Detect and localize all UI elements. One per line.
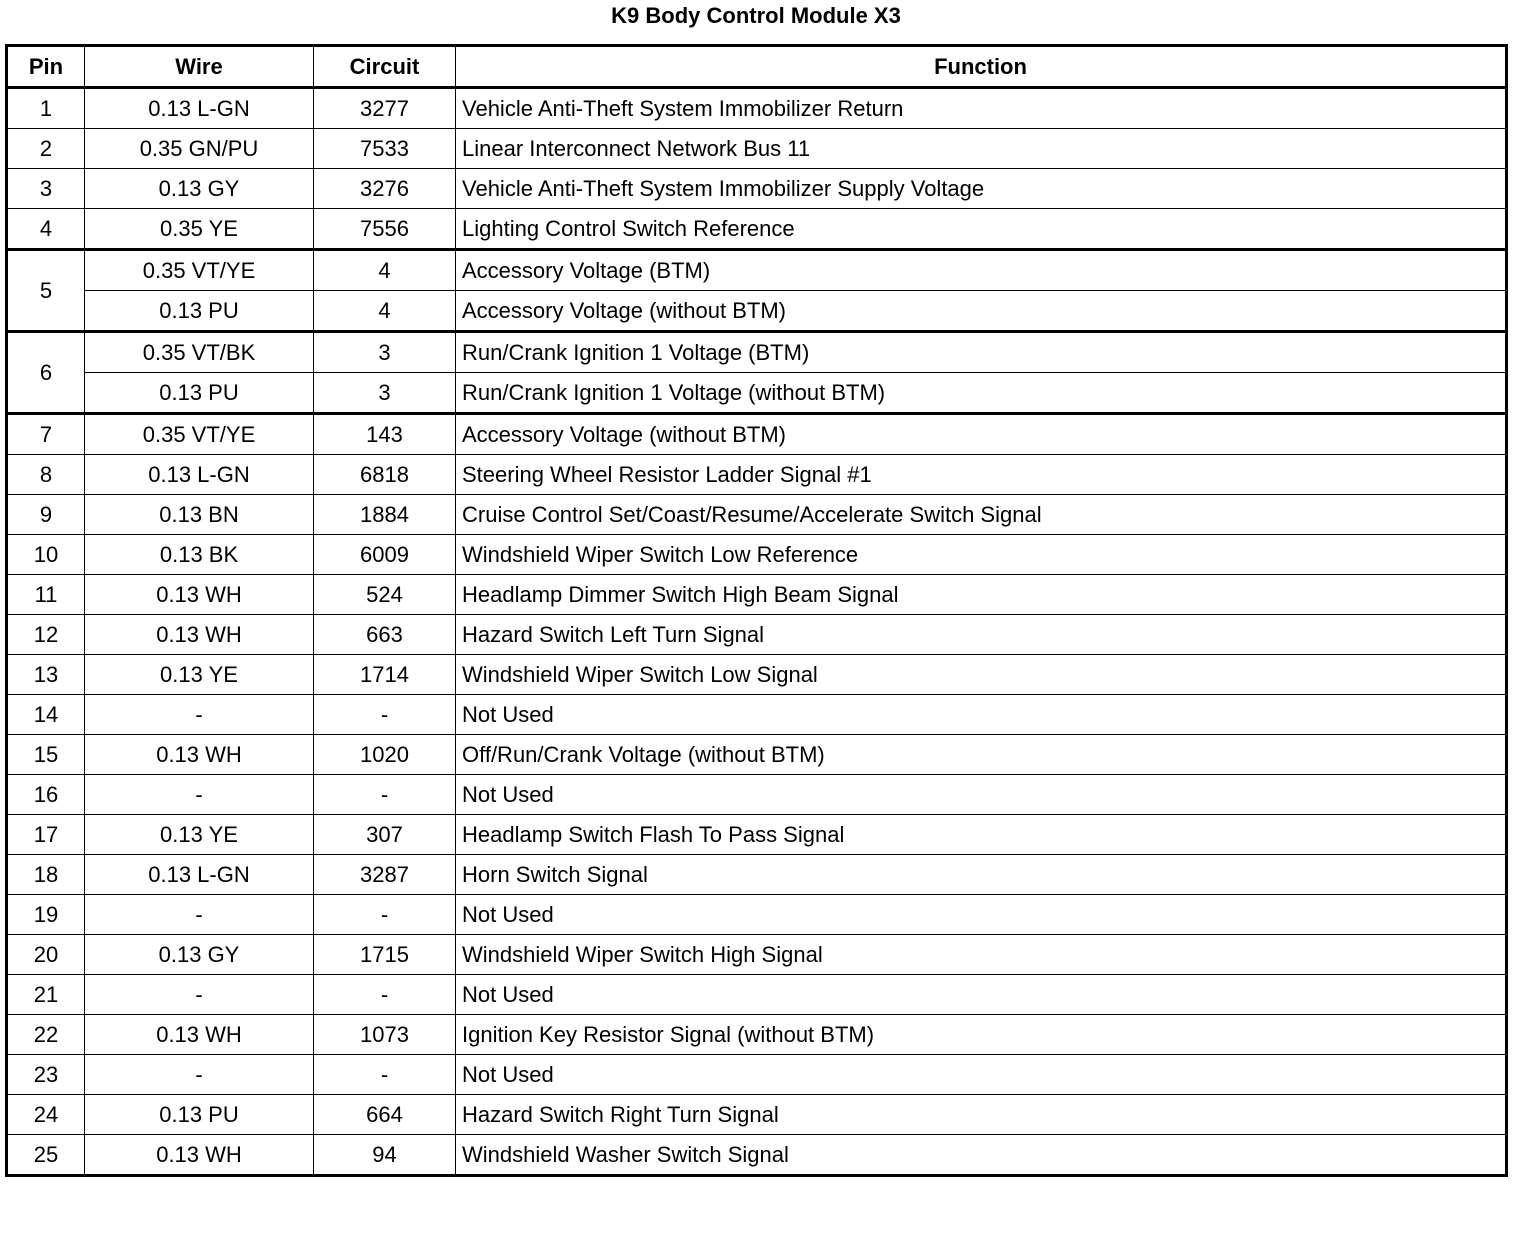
table-row: [7, 373, 1507, 414]
function-cell: Steering Wheel Resistor Ladder Signal #1: [456, 455, 1507, 495]
circuit-cell: 663: [314, 615, 456, 655]
wire-cell: 0.13 PU: [85, 291, 314, 332]
circuit-cell: -: [314, 975, 456, 1015]
wire-cell: 0.13 WH: [85, 735, 314, 775]
table-row: [7, 1055, 1507, 1095]
pin-cell: 10: [7, 535, 85, 575]
table-row: [7, 695, 1507, 735]
circuit-cell: 6818: [314, 455, 456, 495]
pin-cell: 1: [7, 88, 85, 129]
function-cell: Windshield Wiper Switch Low Signal: [456, 655, 1507, 695]
table-row: [7, 615, 1507, 655]
header-row: [7, 46, 1507, 88]
pin-cell: 4: [7, 209, 85, 250]
table-row: [7, 655, 1507, 695]
circuit-cell: -: [314, 775, 456, 815]
table-title: K9 Body Control Module X3: [611, 3, 901, 28]
wire-cell: -: [85, 895, 314, 935]
circuit-cell: -: [314, 895, 456, 935]
pin-cell: 13: [7, 655, 85, 695]
pin-cell: 18: [7, 855, 85, 895]
function-cell: Lighting Control Switch Reference: [456, 209, 1507, 250]
circuit-cell: 1884: [314, 495, 456, 535]
function-cell: Vehicle Anti-Theft System Immobilizer Supply Voltage: [456, 169, 1507, 209]
wire-cell: 0.13 BN: [85, 495, 314, 535]
circuit-cell: 4: [314, 291, 456, 332]
function-cell: Accessory Voltage (BTM): [456, 250, 1507, 291]
function-cell: Cruise Control Set/Coast/Resume/Accelerate Switch Signal: [456, 495, 1507, 535]
table-row: [7, 895, 1507, 935]
function-cell: Not Used: [456, 775, 1507, 815]
circuit-cell: 6009: [314, 535, 456, 575]
function-cell: Off/Run/Crank Voltage (without BTM): [456, 735, 1507, 775]
table-row: [7, 975, 1507, 1015]
table-row: [7, 169, 1507, 209]
pin-cell: 23: [7, 1055, 85, 1095]
function-cell: Hazard Switch Left Turn Signal: [456, 615, 1507, 655]
wire-cell: 0.35 VT/BK: [85, 332, 314, 373]
pin-cell: 7: [7, 414, 85, 455]
circuit-cell: 664: [314, 1095, 456, 1135]
wire-cell: 0.13 WH: [85, 615, 314, 655]
pin-cell: 15: [7, 735, 85, 775]
circuit-cell: -: [314, 695, 456, 735]
function-cell: Hazard Switch Right Turn Signal: [456, 1095, 1507, 1135]
circuit-cell: 1020: [314, 735, 456, 775]
pin-cell: 2: [7, 129, 85, 169]
table-row: [7, 815, 1507, 855]
pin-cell: 20: [7, 935, 85, 975]
table-row: [7, 1135, 1507, 1176]
circuit-cell: 3287: [314, 855, 456, 895]
function-cell: Horn Switch Signal: [456, 855, 1507, 895]
circuit-cell: 3277: [314, 88, 456, 129]
function-cell: Headlamp Dimmer Switch High Beam Signal: [456, 575, 1507, 615]
circuit-cell: 3: [314, 332, 456, 373]
circuit-cell: 1715: [314, 935, 456, 975]
table-row: [7, 495, 1507, 535]
circuit-cell: 307: [314, 815, 456, 855]
wire-cell: 0.13 L-GN: [85, 88, 314, 129]
circuit-cell: 524: [314, 575, 456, 615]
circuit-cell: 7556: [314, 209, 456, 250]
wire-cell: 0.13 L-GN: [85, 855, 314, 895]
wire-cell: 0.13 GY: [85, 935, 314, 975]
table-row: [7, 129, 1507, 169]
circuit-cell: 3: [314, 373, 456, 414]
table-row: [7, 935, 1507, 975]
table-row: [7, 455, 1507, 495]
wire-cell: 0.13 YE: [85, 655, 314, 695]
pin-cell: 17: [7, 815, 85, 855]
pin-cell: 21: [7, 975, 85, 1015]
header-circuit: Circuit: [314, 46, 456, 88]
wire-cell: 0.13 WH: [85, 575, 314, 615]
circuit-cell: 4: [314, 250, 456, 291]
wire-cell: 0.13 YE: [85, 815, 314, 855]
table-row: [7, 88, 1507, 129]
table-row: [7, 535, 1507, 575]
pin-cell: 24: [7, 1095, 85, 1135]
table-row: [7, 1015, 1507, 1055]
wire-cell: 0.13 WH: [85, 1135, 314, 1176]
circuit-cell: 143: [314, 414, 456, 455]
pin-cell: 6: [7, 332, 85, 414]
function-cell: Run/Crank Ignition 1 Voltage (BTM): [456, 332, 1507, 373]
wire-cell: 0.35 YE: [85, 209, 314, 250]
table-row: [7, 332, 1507, 373]
wire-cell: 0.13 WH: [85, 1015, 314, 1055]
table-row: [7, 250, 1507, 291]
function-cell: Windshield Wiper Switch High Signal: [456, 935, 1507, 975]
pin-cell: 19: [7, 895, 85, 935]
function-cell: Ignition Key Resistor Signal (without BTM): [456, 1015, 1507, 1055]
circuit-cell: 3276: [314, 169, 456, 209]
table-row: [7, 855, 1507, 895]
wire-cell: -: [85, 775, 314, 815]
function-cell: Not Used: [456, 695, 1507, 735]
wire-cell: -: [85, 1055, 314, 1095]
circuit-cell: 1714: [314, 655, 456, 695]
wire-cell: 0.13 GY: [85, 169, 314, 209]
wire-cell: -: [85, 975, 314, 1015]
table-row: [7, 735, 1507, 775]
table-row: [7, 775, 1507, 815]
table-row: [7, 414, 1507, 455]
pin-cell: 14: [7, 695, 85, 735]
table-row: [7, 291, 1507, 332]
function-cell: Not Used: [456, 975, 1507, 1015]
table-row: [7, 1095, 1507, 1135]
function-cell: Windshield Washer Switch Signal: [456, 1135, 1507, 1176]
wire-cell: 0.13 PU: [85, 1095, 314, 1135]
function-cell: Accessory Voltage (without BTM): [456, 291, 1507, 332]
function-cell: Not Used: [456, 1055, 1507, 1095]
wire-cell: 0.13 L-GN: [85, 455, 314, 495]
table-row: [7, 575, 1507, 615]
function-cell: Not Used: [456, 895, 1507, 935]
pin-cell: 25: [7, 1135, 85, 1176]
circuit-cell: -: [314, 1055, 456, 1095]
circuit-cell: 7533: [314, 129, 456, 169]
connector-pinout-table: [5, 44, 1508, 1177]
wire-cell: 0.13 BK: [85, 535, 314, 575]
header-wire: Wire: [85, 46, 314, 88]
pin-cell: 5: [7, 250, 85, 332]
function-cell: Vehicle Anti-Theft System Immobilizer Return: [456, 88, 1507, 129]
wire-cell: 0.35 GN/PU: [85, 129, 314, 169]
header-pin: Pin: [7, 46, 85, 88]
pin-cell: 16: [7, 775, 85, 815]
function-cell: Run/Crank Ignition 1 Voltage (without BTM): [456, 373, 1507, 414]
header-function: Function: [456, 46, 1507, 88]
circuit-cell: 94: [314, 1135, 456, 1176]
wire-cell: 0.13 PU: [85, 373, 314, 414]
pin-cell: 11: [7, 575, 85, 615]
pin-cell: 12: [7, 615, 85, 655]
function-cell: Windshield Wiper Switch Low Reference: [456, 535, 1507, 575]
wire-cell: -: [85, 695, 314, 735]
wire-cell: 0.35 VT/YE: [85, 250, 314, 291]
function-cell: Headlamp Switch Flash To Pass Signal: [456, 815, 1507, 855]
pin-cell: 9: [7, 495, 85, 535]
circuit-cell: 1073: [314, 1015, 456, 1055]
pin-cell: 3: [7, 169, 85, 209]
pin-cell: 22: [7, 1015, 85, 1055]
function-cell: Linear Interconnect Network Bus 11: [456, 129, 1507, 169]
table-row: [7, 209, 1507, 250]
function-cell: Accessory Voltage (without BTM): [456, 414, 1507, 455]
pin-cell: 8: [7, 455, 85, 495]
wire-cell: 0.35 VT/YE: [85, 414, 314, 455]
